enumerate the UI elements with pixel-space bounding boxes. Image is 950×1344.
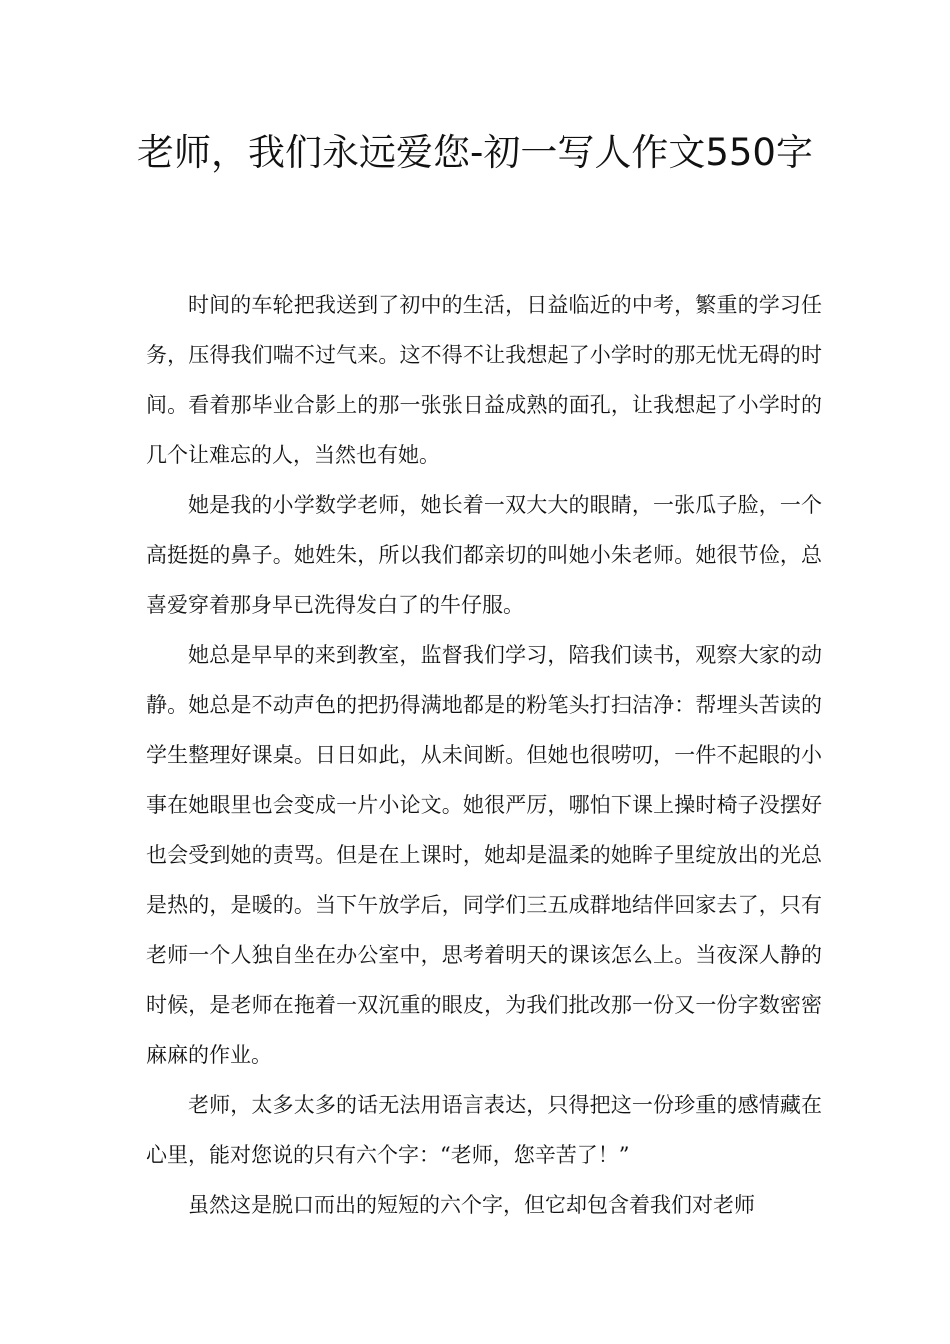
document-title: 老师，我们永远爱您-初一写人作文550字 <box>137 131 813 174</box>
document-body <box>146 280 822 1230</box>
paragraph-4: 老师，太多太多的话无法用语言表达，只得把这一份珍重的感情藏在心里，能对您说的只有六个字：“老师，您辛苦了！” <box>146 1093 822 1167</box>
paragraph-2: 她是我的小学数学老师，她长着一双大大的眼睛，一张瓜子脸，一个高挺挺的鼻子。她姓朱，所以我们都亲切的叫她小朱老师。她很节俭，总喜爱穿着那身早已洗得发白了的牛仔服。 <box>146 493 822 617</box>
paragraph-1: 时间的车轮把我送到了初中的生活，日益临近的中考，繁重的学习任务，压得我们喘不过气来。这不得不让我想起了小学时的那无忧无碍的时间。看着那毕业合影上的那一张张日益成熟的面孔，让我想起了小学时的几个让难忘的人，当然也有她。 <box>146 293 822 467</box>
paragraph-5: 虽然这是脱口而出的短短的六个字，但它却包含着我们对老师 <box>188 1193 755 1217</box>
paragraph-3: 她总是早早的来到教室，监督我们学习，陪我们读书，观察大家的动静。她总是不动声色的把扔得满地都是的粉笔头打扫洁净：帮埋头苦读的学生整理好课桌。日日如此，从未间断。但她也很唠叨，一件不起眼的小事在她眼里也会变成一片小论文。她很严厉，哪怕下课上操时椅子没摆好也会受到她的责骂。但是在上课时，她却是温柔的她眸子里绽放出的光总是热的，是暖的。当下午放学后，同学们三五成群地结伴回家去了，只有老师一个人独自坐在办公室中，思考着明天的课该怎么上。当夜深人静的时候，是老师在拖着一双沉重的眼皮，为我们批改那一份又一份字数密密麻麻的作业。 <box>146 643 822 1067</box>
